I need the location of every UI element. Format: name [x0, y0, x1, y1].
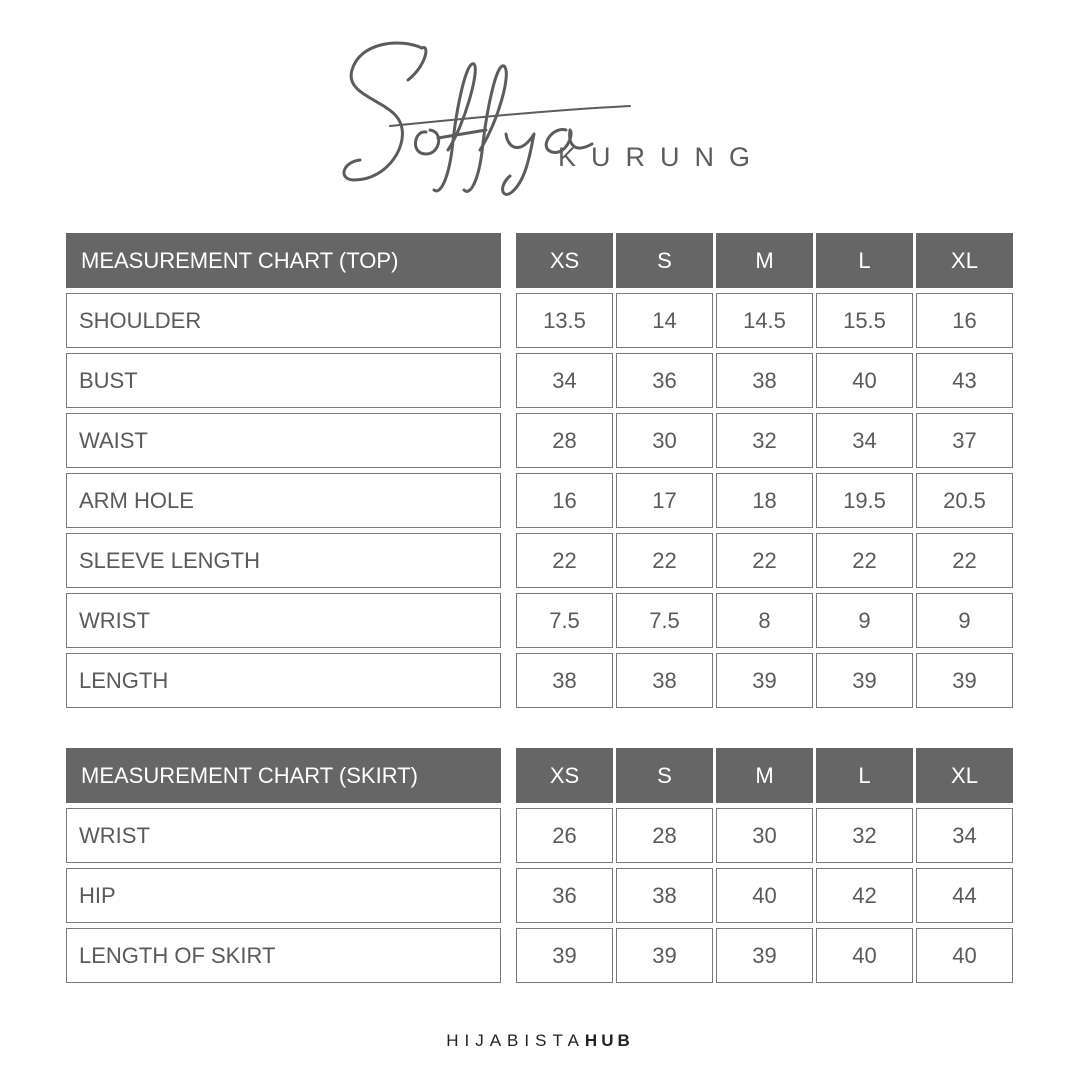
value-cell: 43 [916, 353, 1013, 408]
size-header-l: L [816, 233, 913, 288]
value-cell: 40 [916, 928, 1013, 983]
value-cell: 22 [916, 533, 1013, 588]
chart-title: MEASUREMENT CHART (SKIRT) [66, 748, 501, 803]
value-cell: 39 [616, 928, 713, 983]
table-row-length [66, 653, 1014, 708]
row-label: LENGTH [66, 653, 501, 708]
value-cell: 42 [816, 868, 913, 923]
value-cell: 38 [516, 653, 613, 708]
value-cell: 16 [516, 473, 613, 528]
value-cell: 28 [516, 413, 613, 468]
value-cell: 36 [616, 353, 713, 408]
table-row-shoulder [66, 293, 1014, 348]
brand-light-text: HIJABISTA [446, 1031, 585, 1050]
size-header-xl: XL [916, 233, 1013, 288]
value-cell: 34 [916, 808, 1013, 863]
table-row-arm-hole [66, 473, 1014, 528]
brand-logo [320, 20, 780, 200]
table-row-length-of-skirt [66, 928, 1014, 983]
value-cell: 39 [816, 653, 913, 708]
size-header-m: M [716, 233, 813, 288]
value-cell: 40 [716, 868, 813, 923]
value-cell: 7.5 [516, 593, 613, 648]
value-cell: 30 [616, 413, 713, 468]
value-cell: 14.5 [716, 293, 813, 348]
logo-subtitle: KURUNG [558, 142, 766, 172]
measurement-chart-skirt [66, 748, 1014, 983]
value-cell: 34 [516, 353, 613, 408]
row-label: WAIST [66, 413, 501, 468]
table-row-wrist [66, 808, 1014, 863]
value-cell: 37 [916, 413, 1013, 468]
size-header-l: L [816, 748, 913, 803]
value-cell: 39 [716, 653, 813, 708]
value-cell: 32 [716, 413, 813, 468]
chart-title: MEASUREMENT CHART (TOP) [66, 233, 501, 288]
value-cell: 14 [616, 293, 713, 348]
size-header-xs: XS [516, 748, 613, 803]
table-row-bust [66, 353, 1014, 408]
value-cell: 7.5 [616, 593, 713, 648]
soffya-script-logo [330, 30, 650, 200]
row-label: HIP [66, 868, 501, 923]
value-cell: 22 [716, 533, 813, 588]
value-cell: 34 [816, 413, 913, 468]
measurement-chart-top [66, 233, 1014, 708]
value-cell: 26 [516, 808, 613, 863]
value-cell: 38 [616, 868, 713, 923]
value-cell: 32 [816, 808, 913, 863]
value-cell: 39 [916, 653, 1013, 708]
row-label: BUST [66, 353, 501, 408]
value-cell: 39 [716, 928, 813, 983]
chart-header-row [66, 748, 1014, 803]
footer-brand [0, 1031, 1080, 1051]
value-cell: 8 [716, 593, 813, 648]
value-cell: 22 [616, 533, 713, 588]
value-cell: 9 [816, 593, 913, 648]
size-header-xs: XS [516, 233, 613, 288]
value-cell: 36 [516, 868, 613, 923]
value-cell: 40 [816, 353, 913, 408]
value-cell: 39 [516, 928, 613, 983]
size-header-m: M [716, 748, 813, 803]
value-cell: 30 [716, 808, 813, 863]
row-label: LENGTH OF SKIRT [66, 928, 501, 983]
value-cell: 16 [916, 293, 1013, 348]
value-cell: 15.5 [816, 293, 913, 348]
size-header-s: S [616, 748, 713, 803]
row-label: SHOULDER [66, 293, 501, 348]
row-label: ARM HOLE [66, 473, 501, 528]
size-header-xl: XL [916, 748, 1013, 803]
value-cell: 17 [616, 473, 713, 528]
table-row-sleeve-length [66, 533, 1014, 588]
value-cell: 9 [916, 593, 1013, 648]
value-cell: 44 [916, 868, 1013, 923]
table-row-waist [66, 413, 1014, 468]
value-cell: 13.5 [516, 293, 613, 348]
size-header-s: S [616, 233, 713, 288]
value-cell: 22 [516, 533, 613, 588]
value-cell: 18 [716, 473, 813, 528]
row-label: WRIST [66, 593, 501, 648]
table-row-hip [66, 868, 1014, 923]
value-cell: 28 [616, 808, 713, 863]
brand-bold-text: HUB [584, 1031, 634, 1050]
row-label: SLEEVE LENGTH [66, 533, 501, 588]
value-cell: 38 [616, 653, 713, 708]
value-cell: 19.5 [816, 473, 913, 528]
row-label: WRIST [66, 808, 501, 863]
value-cell: 20.5 [916, 473, 1013, 528]
value-cell: 38 [716, 353, 813, 408]
table-row-wrist [66, 593, 1014, 648]
value-cell: 22 [816, 533, 913, 588]
value-cell: 40 [816, 928, 913, 983]
chart-header-row [66, 233, 1014, 288]
